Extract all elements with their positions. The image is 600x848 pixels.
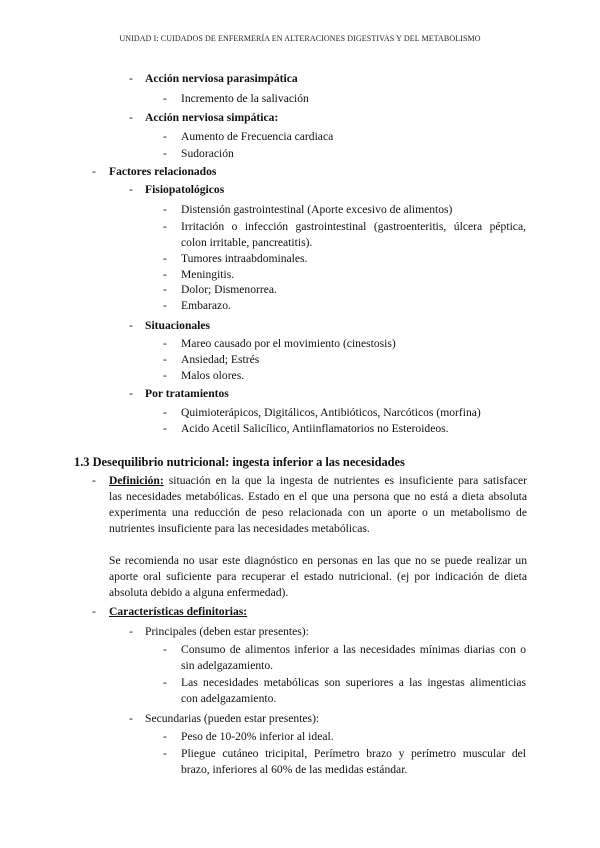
bullet-dash: - <box>163 268 167 281</box>
secundarias-title: Secundarias (pueden estar presentes): <box>145 712 320 725</box>
definicion-paragraph <box>109 473 527 537</box>
list-item: Peso de 10-20% inferior al ideal. <box>181 730 334 743</box>
list-item: Distensión gastrointestinal (Aporte excesivo de alimentos) <box>181 203 453 216</box>
recomendacion-line: aporte oral suficiente para recuperar el estado nutricional. (ej por indicación de dieta <box>109 570 527 583</box>
list-item-line: Pliegue cutáneo tricipital, Perímetro brazo y perímetro muscular del <box>181 747 526 760</box>
list-item-line: Irritación o infección gastrointestinal (gastroenteritis, úlcera péptica, <box>181 220 526 233</box>
bullet-dash: - <box>163 369 167 382</box>
bullet-dash: - <box>129 625 133 638</box>
list-item: Incremento de la salivación <box>181 92 309 105</box>
list-item: Quimioterápicos, Digitálicos, Antibióticos, Narcóticos (morfina) <box>181 406 481 419</box>
section-title: 1.3 Desequilibrio nutricional: ingesta inferior a las necesidades <box>74 455 405 469</box>
list-item-line: sin adelgazamiento. <box>181 659 274 672</box>
bullet-dash: - <box>92 165 96 178</box>
bullet-dash: - <box>163 422 167 435</box>
situacionales-title: Situacionales <box>145 319 211 332</box>
definicion-line: experimenta una reducción de peso relacionada con un aporte o un metabolismo de <box>109 506 527 519</box>
list-item: Ansiedad; Estrés <box>181 353 260 366</box>
recomendacion-line: Se recomienda no usar este diagnóstico en personas en las que no se puede realizar un <box>109 554 527 567</box>
factores-title: Factores relacionados <box>109 165 217 178</box>
list-item: Malos olores. <box>181 369 245 382</box>
list-item: Aumento de Frecuencia cardiaca <box>181 130 334 143</box>
bullet-dash: - <box>163 406 167 419</box>
bullet-dash: - <box>163 643 167 656</box>
list-item: Meningitis. <box>181 268 235 281</box>
definicion-line: nutrientes insuficiente para las necesidades metabólicas. <box>109 522 370 535</box>
list-item: Embarazo. <box>181 299 231 312</box>
caracteristicas-title: Características definitorias: <box>109 605 248 618</box>
bullet-dash: - <box>163 299 167 312</box>
list-item <box>181 675 526 707</box>
bullet-dash: - <box>92 605 96 618</box>
bullet-dash: - <box>163 353 167 366</box>
list-item: Acido Acetil Salicílico, Antiinflamatorios no Esteroideos. <box>181 422 449 435</box>
definicion-line: las necesidades metabólicas. Estado en el que una persona que no está a dieta absoluta <box>109 490 527 503</box>
bullet-dash: - <box>129 183 133 196</box>
bullet-dash: - <box>163 147 167 160</box>
bullet-dash: - <box>163 92 167 105</box>
bullet-dash: - <box>163 730 167 743</box>
list-item-line: con adelgazamiento. <box>181 692 277 705</box>
bullet-dash: - <box>163 252 167 265</box>
parasimpatica-title: Acción nerviosa parasimpática <box>145 72 298 85</box>
definicion-label: Definición: <box>109 474 164 487</box>
bullet-dash: - <box>129 387 133 400</box>
bullet-dash: - <box>163 130 167 143</box>
list-item: Dolor; Dismenorrea. <box>181 283 277 296</box>
list-item <box>181 219 526 251</box>
list-item-line: Las necesidades metabólicas son superiores a las ingestas alimenticias <box>181 676 526 689</box>
recomendacion-line: absoluta debido a alguna enfermedad). <box>109 586 289 599</box>
list-item: Mareo causado por el movimiento (cinestosis) <box>181 337 396 350</box>
bullet-dash: - <box>129 72 133 85</box>
list-item <box>181 642 526 674</box>
list-item-line: Consumo de alimentos inferior a las necesidades mínimas diarias con o <box>181 643 526 656</box>
bullet-dash: - <box>163 676 167 689</box>
principales-title: Principales (deben estar presentes): <box>145 625 309 638</box>
recomendacion-paragraph <box>109 553 527 601</box>
bullet-dash: - <box>129 111 133 124</box>
list-item-line: brazo, inferiores al 60% de las medidas estándar. <box>181 763 408 776</box>
definicion-line: situación en la que la ingesta de nutrientes es insuficiente para satisfacer <box>168 474 527 487</box>
bullet-dash: - <box>129 712 133 725</box>
bullet-dash: - <box>163 283 167 296</box>
list-item <box>181 746 526 778</box>
bullet-dash: - <box>129 319 133 332</box>
bullet-dash: - <box>163 220 167 233</box>
simpatica-title: Acción nerviosa simpática: <box>145 111 279 124</box>
list-item: Tumores intraabdominales. <box>181 252 308 265</box>
list-item: Sudoración <box>181 147 234 160</box>
bullet-dash: - <box>163 747 167 760</box>
page-header: UNIDAD I: CUIDADOS DE ENFERMERÍA EN ALTERACIONES DIGESTIVAS Y DEL METABOLISMO <box>119 34 481 43</box>
tratamientos-title: Por tratamientos <box>145 387 229 400</box>
fisiopatologicos-title: Fisiopatológicos <box>145 183 225 196</box>
bullet-dash: - <box>92 474 96 487</box>
bullet-dash: - <box>163 203 167 216</box>
bullet-dash: - <box>163 337 167 350</box>
list-item-line: colon irritable, pancreatitis). <box>181 236 313 249</box>
